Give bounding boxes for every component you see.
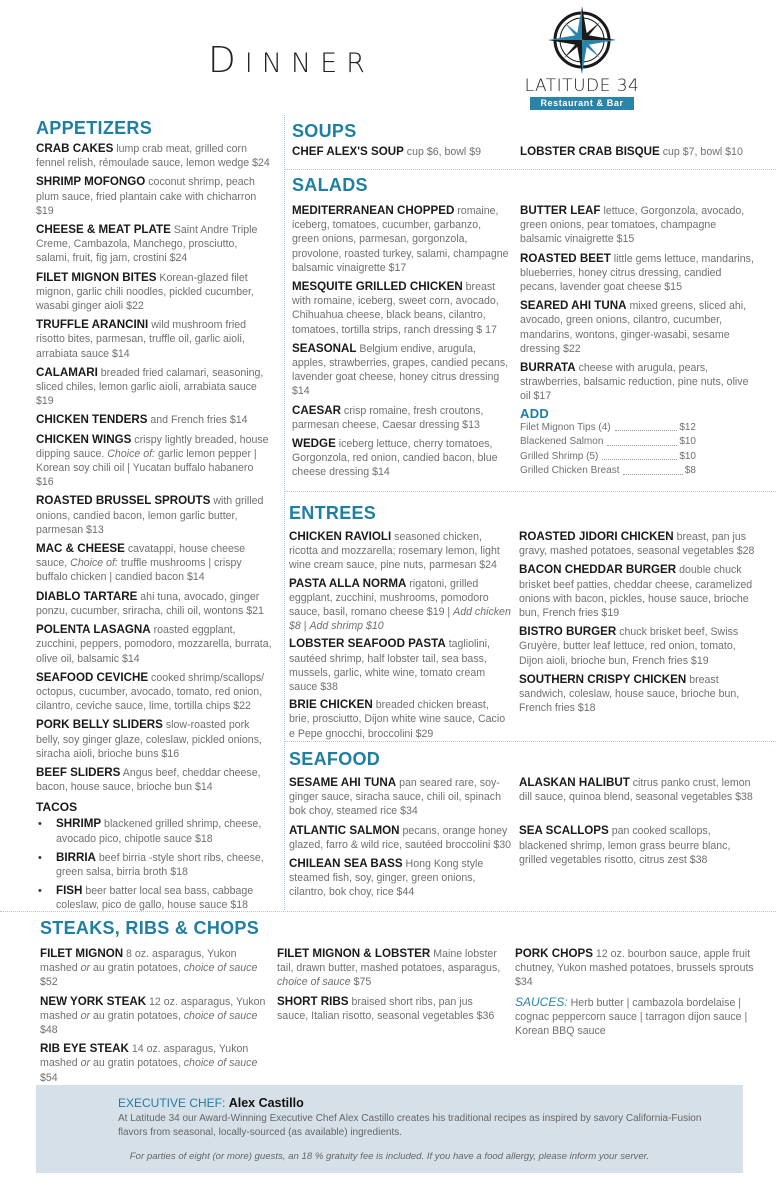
item-name: MESQUITE GRILLED CHICKEN xyxy=(292,280,463,294)
section-title-appetizers: APPETIZERS xyxy=(36,118,153,138)
item-name: NEW YORK STEAK xyxy=(40,994,147,1008)
item-italic: or xyxy=(80,962,91,975)
item-desc: pan seared rare, soy-ginger sauce, siracha sauce, chili oil, spinach bok choy, steamed rice $34 xyxy=(289,777,501,818)
item-desc-2: | xyxy=(303,620,307,633)
item-desc: double chuck brisket beef patties, cheddar cheese, caramelized onions with bacon, pickles, house sauce, brioche bun, French fries $19 xyxy=(519,564,753,620)
menu-item xyxy=(292,145,520,159)
menu-item xyxy=(292,342,510,399)
add-on-label: Grilled Chicken Breast xyxy=(520,465,620,477)
page-title xyxy=(208,40,374,81)
item-desc: Belgium endive, arugula, apples, strawberries, grapes, candied pecans, lavender goat cheese, honey citrus dressing $14 xyxy=(292,342,509,398)
item-desc: Saint Andre Triple Creme, Cambazola, Manchego, prosciutto, salami, fruit, fig jam, crostini $24 xyxy=(36,224,258,265)
item-desc: Hong Kong style steamed fish, soy, ginger, green onions, cilantro, bok choy, rice $44 xyxy=(289,858,484,899)
menu-item xyxy=(36,433,272,490)
item-desc: 14 oz. asparagus, Yukon mashed xyxy=(40,1043,249,1070)
item-name: CAESAR xyxy=(292,403,341,417)
item-desc: slow-roasted pork belly, soy ginger glaze, coleslaw, pickled onions, siracha aioli, brioche buns $16 xyxy=(36,719,262,760)
item-desc: cheese with arugula, pears, strawberries, balsamic reduction, pine nuts, olive oil $17 xyxy=(520,362,749,403)
item-desc: and French fries $14 xyxy=(150,414,248,427)
item-name: MEDITERRANEAN CHOPPED xyxy=(292,204,455,217)
item-name: SEASONAL xyxy=(292,341,357,355)
soups-section xyxy=(292,121,772,164)
sauces-text: Herb butter | cambazola bordelaise | cognac peppercorn sauce | tarragon dijon sauce | Korean BBQ sauce xyxy=(515,996,748,1038)
item-italic-2: Add shrimp $10 xyxy=(309,620,384,633)
menu-item xyxy=(36,817,272,845)
item-desc: chuck brisket beef, Swiss Gruyère, butter leaf lettuce, red onion, tomato, Dijon aioli, brioche bun, French fries $19 xyxy=(519,626,739,667)
item-name: ROASTED JIDORI CHICKEN xyxy=(519,530,674,543)
title-initial: D xyxy=(208,40,245,81)
item-name: CHEF ALEX'S SOUP xyxy=(292,145,404,158)
menu-item xyxy=(519,530,759,558)
item-name: BUTTER LEAF xyxy=(520,204,601,217)
steaks-column-1 xyxy=(40,947,272,1090)
chef-description: At Latitude 34 our Award-Winning Executive Chef Alex Castillo creates his traditional recipes as inspired by savory California-Fusion flavors from seasonal, locally-sourced (as available) ingredients. xyxy=(118,1113,702,1138)
item-name: BEEF SLIDERS xyxy=(36,765,121,779)
item-desc: coconut shrimp, peach plum sauce, fried plantain cake with chicharron $19 xyxy=(36,176,257,217)
menu-item xyxy=(520,252,760,295)
restaurant-logo xyxy=(520,4,644,108)
menu-item xyxy=(289,530,511,573)
item-desc: Korean-glazed filet mignon, garlic chili noodles, pickled cucumber, wasabi ginger aioli $22 xyxy=(36,271,254,313)
menu-item xyxy=(36,884,272,912)
item-name: PORK BELLY SLIDERS xyxy=(36,718,163,732)
menu-item xyxy=(36,718,272,761)
item-desc: ahi tuna, avocado, ginger ponzu, cucumber, sriracha, chili oil, wontons $21 xyxy=(36,590,264,617)
seafood-left-column xyxy=(289,776,511,905)
item-desc: 12 oz. bourbon sauce, apple fruit chutney, Yukon mashed potatoes, brussels sprouts $34 xyxy=(515,948,754,989)
item-name: BISTRO BURGER xyxy=(519,625,617,639)
item-name: FISH xyxy=(56,884,83,898)
menu-item xyxy=(520,204,760,247)
executive-chef-box xyxy=(36,1085,743,1173)
menu-item xyxy=(520,145,743,159)
item-name: SEA SCALLOPS xyxy=(519,824,609,838)
item-desc: breaded chicken breast, brie, prosciutto, Dijon white wine sauce, Cacio e Pepe gnocchi, broccolini $29 xyxy=(289,699,506,740)
item-desc: rigatoni, grilled eggplant, zucchini, mushrooms, pomodoro sauce, basil, romano cheese $19 | xyxy=(289,577,489,619)
menu-item xyxy=(40,995,272,1038)
column-divider xyxy=(284,115,285,910)
leader-dots xyxy=(602,450,677,461)
item-desc: seasoned chicken, ricotta and mozzarella; rosemary lemon, light wine cream sauce, pine nuts, parmesan $24 xyxy=(289,531,500,572)
item-desc: beef birria -style short ribs, cheese, green salsa, birria broth $18 xyxy=(56,851,264,878)
section-title-entrees: ENTREES xyxy=(289,503,377,523)
menu-item xyxy=(292,404,510,432)
item-name: SOUTHERN CRISPY CHICKEN xyxy=(519,672,687,686)
menu-item xyxy=(36,223,272,266)
menu-item xyxy=(519,824,759,867)
item-name: SHRIMP MOFONGO xyxy=(36,175,146,189)
steaks-title-wrap xyxy=(40,918,259,939)
item-desc: pan cooked scallops, blackened shrimp, lemon grass beurre blanc, grilled vegetables risotto, citrus zest $38 xyxy=(519,825,731,866)
compass-rose-icon xyxy=(520,4,644,76)
menu-item xyxy=(36,590,272,618)
item-italic: Choice of: xyxy=(70,557,118,570)
menu-item xyxy=(520,361,760,404)
menu-item xyxy=(40,1042,272,1085)
item-name: CRAB CAKES xyxy=(36,142,114,155)
item-desc-3: $48 xyxy=(40,1024,58,1037)
item-name: TRUFFLE ARANCINI xyxy=(36,318,149,332)
item-name: FILET MIGNON BITES xyxy=(36,270,157,284)
menu-item xyxy=(277,995,505,1023)
menu-item xyxy=(36,366,272,409)
entrees-right-column xyxy=(519,530,759,720)
menu-item xyxy=(36,542,272,585)
item-name: ALASKAN HALIBUT xyxy=(519,776,630,789)
menu-item xyxy=(289,577,511,634)
item-desc: 8 oz. asparagus, Yukon mashed xyxy=(40,948,237,975)
leader-dots xyxy=(615,421,678,432)
menu-item xyxy=(520,299,760,356)
menu-item xyxy=(36,413,272,427)
item-desc: citrus panko crust, lemon dill sauce, quinoa blend, seasonal vegetables $38 xyxy=(519,777,753,804)
menu-item xyxy=(289,776,511,819)
appetizers-section xyxy=(36,118,272,918)
item-desc-2: au gratin potatoes, xyxy=(93,1009,181,1022)
item-name: BACON CHEDDAR BURGER xyxy=(519,563,677,577)
item-name: PORK CHOPS xyxy=(515,947,593,960)
add-on-price: $8 xyxy=(684,465,696,477)
item-italic: Choice of: xyxy=(107,447,155,460)
menu-item xyxy=(289,857,511,900)
entrees-left-column xyxy=(289,530,511,745)
item-italic: or xyxy=(80,1009,91,1022)
item-name: WEDGE xyxy=(292,437,336,451)
item-name: SHRIMP xyxy=(56,817,102,831)
menu-item xyxy=(36,623,272,666)
item-name: RIB EYE STEAK xyxy=(40,1042,129,1056)
menu-item xyxy=(292,280,510,337)
item-desc: cup $6, bowl $9 xyxy=(406,146,482,158)
item-name: SEARED AHI TUNA xyxy=(520,299,627,313)
menu-item xyxy=(515,947,765,990)
menu-item xyxy=(519,625,759,668)
sauces-list xyxy=(515,995,765,1039)
item-name: CHICKEN WINGS xyxy=(36,432,132,446)
item-name: SESAME AHI TUNA xyxy=(289,776,397,789)
gratuity-note: For parties of eight (or more) guests, an 18 % gratuity fee is included. If you have a food allergy, please inform your server. xyxy=(129,1151,650,1162)
item-desc: cup $7, bowl $10 xyxy=(662,146,743,158)
menu-item xyxy=(36,142,272,170)
title-rest: INNER xyxy=(244,48,374,79)
add-on-row xyxy=(520,450,696,465)
tacos-heading: TACOS xyxy=(36,800,78,815)
section-title-soups: SOUPS xyxy=(292,121,357,141)
menu-item xyxy=(36,671,272,714)
add-on-price: $10 xyxy=(679,450,696,462)
section-title-steaks: STEAKS, RIBS & CHOPS xyxy=(40,918,260,938)
add-on-label: Grilled Shrimp (5) xyxy=(520,450,599,462)
item-desc: braised short ribs, pan jus sauce, Italian risotto, seasonal vegetables $36 xyxy=(277,995,495,1022)
item-desc-2: au gratin potatoes, xyxy=(93,1057,181,1070)
item-name: FILET MIGNON xyxy=(40,947,124,960)
chef-label: EXECUTIVE CHEF: xyxy=(118,1096,226,1110)
item-desc: roasted eggplant, zucchini, peppers, pomodoro, mozzarella, burrata, olive oil, balsamic $14 xyxy=(36,624,272,665)
add-ons-title: ADD xyxy=(520,405,550,421)
item-desc-2: garlic lemon pepper | Korean soy chili oil | Yucatan buffalo habanero $16 xyxy=(36,447,257,489)
item-desc: Maine lobster tail, drawn butter, mashed potatoes, asparagus, xyxy=(277,948,501,975)
item-desc: Angus beef, cheddar cheese, bacon, house sauce, brioche bun $14 xyxy=(36,766,261,794)
section-title-seafood: SEAFOOD xyxy=(289,749,381,769)
add-on-label: Blackened Salmon xyxy=(520,436,604,448)
menu-item xyxy=(36,766,272,794)
sauces-label: SAUCES: xyxy=(515,994,568,1009)
section-divider xyxy=(284,491,776,492)
item-name: CHEESE & MEAT PLATE xyxy=(36,223,171,237)
item-desc-3: $52 xyxy=(40,976,58,989)
item-name: SHORT RIBS xyxy=(277,994,349,1008)
item-name: FILET MIGNON & LOBSTER xyxy=(277,947,431,960)
add-on-row xyxy=(520,464,696,479)
item-desc: lump crab meat, grilled corn fennel relish, rémoulade sauce, lemon wedge $24 xyxy=(36,143,270,170)
menu-item xyxy=(36,851,272,879)
logo-name: LATITUDE 34 xyxy=(524,76,640,96)
item-name: LOBSTER SEAFOOD PASTA xyxy=(289,637,446,651)
seafood-right-column xyxy=(519,776,759,872)
menu-item xyxy=(289,824,511,852)
add-on-row xyxy=(520,435,696,450)
item-desc-2: au gratin potatoes, xyxy=(93,962,181,975)
item-italic-2: choice of sauce xyxy=(183,1057,258,1070)
item-desc: beer batter local sea bass, cabbage coleslaw, pico de gallo, house sauce $18 xyxy=(56,885,254,912)
menu-item xyxy=(36,175,272,218)
logo-tagline: Restaurant & Bar xyxy=(530,97,634,110)
chef-heading xyxy=(118,1096,304,1110)
menu-item xyxy=(519,776,759,804)
item-desc: crisp romaine, fresh croutons, parmesan cheese, Caesar dressing $13 xyxy=(292,404,484,431)
item-desc: little gems lettuce, mandarins, blueberries, honey citrus dressing, candied pecans, lavender goat cheese $15 xyxy=(520,252,754,294)
chef-name: Alex Castillo xyxy=(228,1096,304,1110)
item-italic: Add chicken $8 xyxy=(289,606,511,633)
item-name: BRIE CHICKEN xyxy=(289,698,373,712)
salads-right-column xyxy=(520,204,760,479)
leader-dots xyxy=(607,435,677,446)
item-desc-3: $54 xyxy=(40,1071,58,1084)
item-name: SEAFOOD CEVICHE xyxy=(36,670,149,684)
add-on-row xyxy=(520,421,696,436)
item-desc: breast sandwich, coleslaw, house sauce, brioche bun, French fries $18 xyxy=(519,673,740,715)
salads-left-column xyxy=(292,204,510,485)
entrees-title-wrap xyxy=(289,503,376,524)
item-desc: lettuce, Gorgonzola, avocado, green onions, pear tomatoes, champagne balsamic vinaigrette $15 xyxy=(520,205,745,246)
menu-item xyxy=(289,698,511,741)
menu-item xyxy=(277,947,505,990)
item-name: ATLANTIC SALMON xyxy=(289,823,400,837)
item-desc: pecans, orange honey glazed, farro & wild rice, sautéed broccolini $30 xyxy=(289,824,511,851)
item-desc: blackened grilled shrimp, cheese, avocado pico, chipotle sauce $18 xyxy=(56,818,262,845)
menu-item xyxy=(292,437,510,480)
menu-item xyxy=(40,947,272,990)
item-name: CHICKEN RAVIOLI xyxy=(289,530,392,543)
item-desc: cavatappi, house cheese sauce, xyxy=(36,543,246,570)
item-desc: mixed greens, sliced ahi, avocado, green onions, cilantro, cucumber, mandarins, wontons, ginger-wasabi, sesame dressing $22 xyxy=(520,300,747,355)
add-on-price: $10 xyxy=(679,436,696,448)
item-desc: tagliolini, sautéed shrimp, half lobster tail, sea bass, mussels, garlic, white wine, tomato cream sauce $38 xyxy=(289,638,490,694)
item-italic: or xyxy=(80,1057,91,1070)
item-desc: breast with romaine, iceberg, sweet corn, avocado, Chihuahua cheese, black beans, cilantro, tomatoes, tortilla strips, ranch dressing $ 17 xyxy=(292,281,499,336)
item-name: ROASTED BEET xyxy=(520,251,611,265)
menu-item xyxy=(519,673,759,716)
item-desc: breast, pan jus gravy, mashed potatoes, seasonal vegetables $28 xyxy=(519,531,755,558)
leader-dots xyxy=(623,464,682,475)
item-desc: 12 oz. asparagus, Yukon mashed xyxy=(40,995,266,1022)
item-desc: crispy lightly breaded, house dipping sauce. xyxy=(36,433,269,460)
item-italic: choice of sauce xyxy=(277,976,351,989)
item-desc: breaded fried calamari, seasoning, sliced chiles, lemon garlic aioli, arrabiata sauce $19 xyxy=(36,366,264,408)
item-name: BURRATA xyxy=(520,361,576,375)
item-name: CALAMARI xyxy=(36,365,98,379)
item-name: CHICKEN TENDERS xyxy=(36,413,148,427)
item-name: DIABLO TARTARE xyxy=(36,589,138,603)
menu-item xyxy=(36,494,272,537)
menu-item xyxy=(36,271,272,314)
section-divider xyxy=(284,169,776,170)
item-desc: cooked shrimp/scallops/ octopus, cucumber, avocado, tomato, red onion, cilantro, ceviche sauce, lime, tortilla chips $22 xyxy=(36,671,265,713)
item-desc: wild mushroom fried risotto bites, parmesan, truffle oil, garlic aioli, arrabiata sauce $14 xyxy=(36,319,247,360)
item-name: PASTA ALLA NORMA xyxy=(289,576,407,590)
item-name: BIRRIA xyxy=(56,850,96,864)
menu-item xyxy=(519,563,759,620)
steaks-column-3 xyxy=(515,947,765,1043)
item-desc-2: truffle mushrooms | crispy buffalo chicken | candied bacon $14 xyxy=(36,557,242,584)
seafood-title-wrap xyxy=(289,749,380,770)
steaks-column-2 xyxy=(277,947,505,1028)
add-on-label: Filet Mignon Tips (4) xyxy=(520,421,611,433)
section-title-salads: SALADS xyxy=(292,175,368,195)
menu-item xyxy=(289,637,511,694)
menu-item xyxy=(36,318,272,361)
item-desc-2: $75 xyxy=(353,976,372,989)
item-desc: romaine, iceberg, tomatoes, cucumber, garbanzo, green onions, parmesan, gorgonzola, provolone, roasted turkey, salami, champagne balsamic vinaigrette $17 xyxy=(292,205,509,274)
item-name: LOBSTER CRAB BISQUE xyxy=(520,145,660,158)
item-desc: iceberg lettuce, cherry tomatoes, Gorgonzola, red onion, candied bacon, blue cheese dressing $14 xyxy=(292,438,498,479)
item-name: MAC & CHEESE xyxy=(36,542,125,556)
item-name: POLENTA LASAGNA xyxy=(36,623,151,637)
item-desc: with grilled onions, candied bacon, lemon garlic butter, parmesan $13 xyxy=(36,495,264,536)
item-italic-2: choice of sauce xyxy=(183,962,258,975)
salads-title-wrap xyxy=(292,175,368,196)
add-on-price: $12 xyxy=(679,421,696,433)
menu-item xyxy=(292,204,510,275)
item-name: CHILEAN SEA BASS xyxy=(289,857,403,871)
item-italic-2: choice of sauce xyxy=(183,1009,258,1022)
item-name: ROASTED BRUSSEL SPROUTS xyxy=(36,494,211,508)
